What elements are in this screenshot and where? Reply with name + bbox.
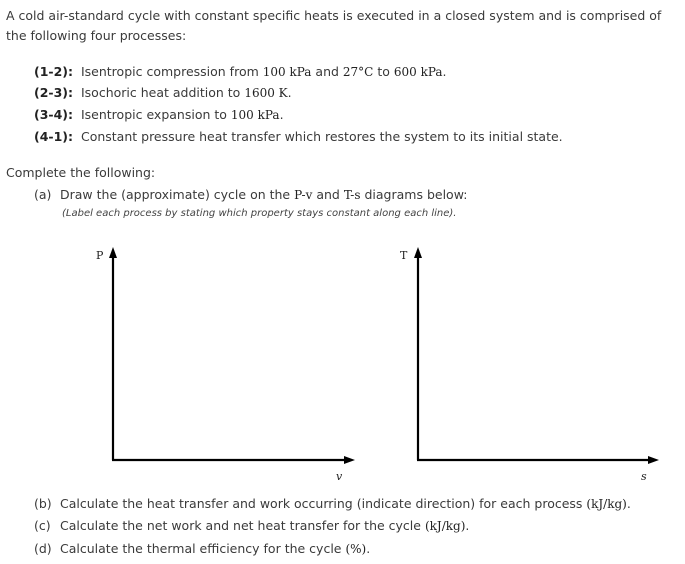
process-number: (3-4): [34,107,74,122]
item-c [34,518,469,533]
process-text: and [311,64,343,79]
pv-y-arrowhead [109,247,117,258]
label-note: (Label each process by stating which property stays constant along each line). [62,208,457,219]
item-text: Draw the (approximate) cycle on the [60,187,295,202]
process-text: to [373,64,394,79]
item-text: . [366,541,371,556]
pv-x-arrowhead [344,456,355,464]
process-number: (1-2): [34,64,74,79]
ts-x-label: s [641,470,647,483]
pv-term: P-v [294,188,313,202]
ts-y-arrowhead [414,247,422,258]
process-text: Constant pressure heat transfer which restores the system to its initial state. [80,129,563,144]
process-text: . [287,85,292,100]
item-text: Calculate the heat transfer and work occurring (indicate direction) for each process [60,496,587,511]
process-number: (2-3): [34,85,74,100]
item-unit: (%) [345,542,367,556]
process-value: 100 kPa [230,108,280,122]
pv-diagram [96,247,355,483]
process-text: . [279,107,284,122]
process-value: 100 kPa [262,65,312,79]
complete-heading: Complete the following: [6,165,156,180]
item-letter: (d) [34,541,52,556]
item-letter: (b) [34,496,52,511]
process-text: Isentropic compression from [80,64,263,79]
item-text: . [626,496,631,511]
item-text: Calculate the thermal efficiency for the cycle [60,541,346,556]
item-unit: (kJ/kg) [586,497,627,511]
item-unit: (kJ/kg) [424,519,466,533]
process-text: . [442,64,447,79]
ts-x-arrowhead [648,456,659,464]
process-value: 1600 K [244,86,288,100]
process-value: 600 kPa [393,65,443,79]
process-text: Isentropic expansion to [80,107,231,122]
item-text: diagrams below: [360,187,468,202]
item-text: . [465,518,470,533]
item-b [34,496,631,511]
process-text: Isochoric heat addition to [80,85,245,100]
item-letter: (c) [34,518,51,533]
item-d [34,541,370,556]
ts-term: T-s [343,188,361,202]
pv-y-label: P [96,249,104,262]
process-number: (4-1): [34,129,74,144]
intro-paragraph: A cold air-standard cycle with constant specific heats is executed in a closed system and is comprised of the following four processes: [6,8,662,43]
item-letter: (a) [34,187,52,202]
ts-diagram [400,247,659,483]
ts-y-label: T [400,249,408,262]
item-text: and [312,187,344,202]
pv-x-label: v [336,470,343,483]
item-text: Calculate the net work and net heat transfer for the cycle [60,518,425,533]
process-value: 27°C [342,65,374,79]
